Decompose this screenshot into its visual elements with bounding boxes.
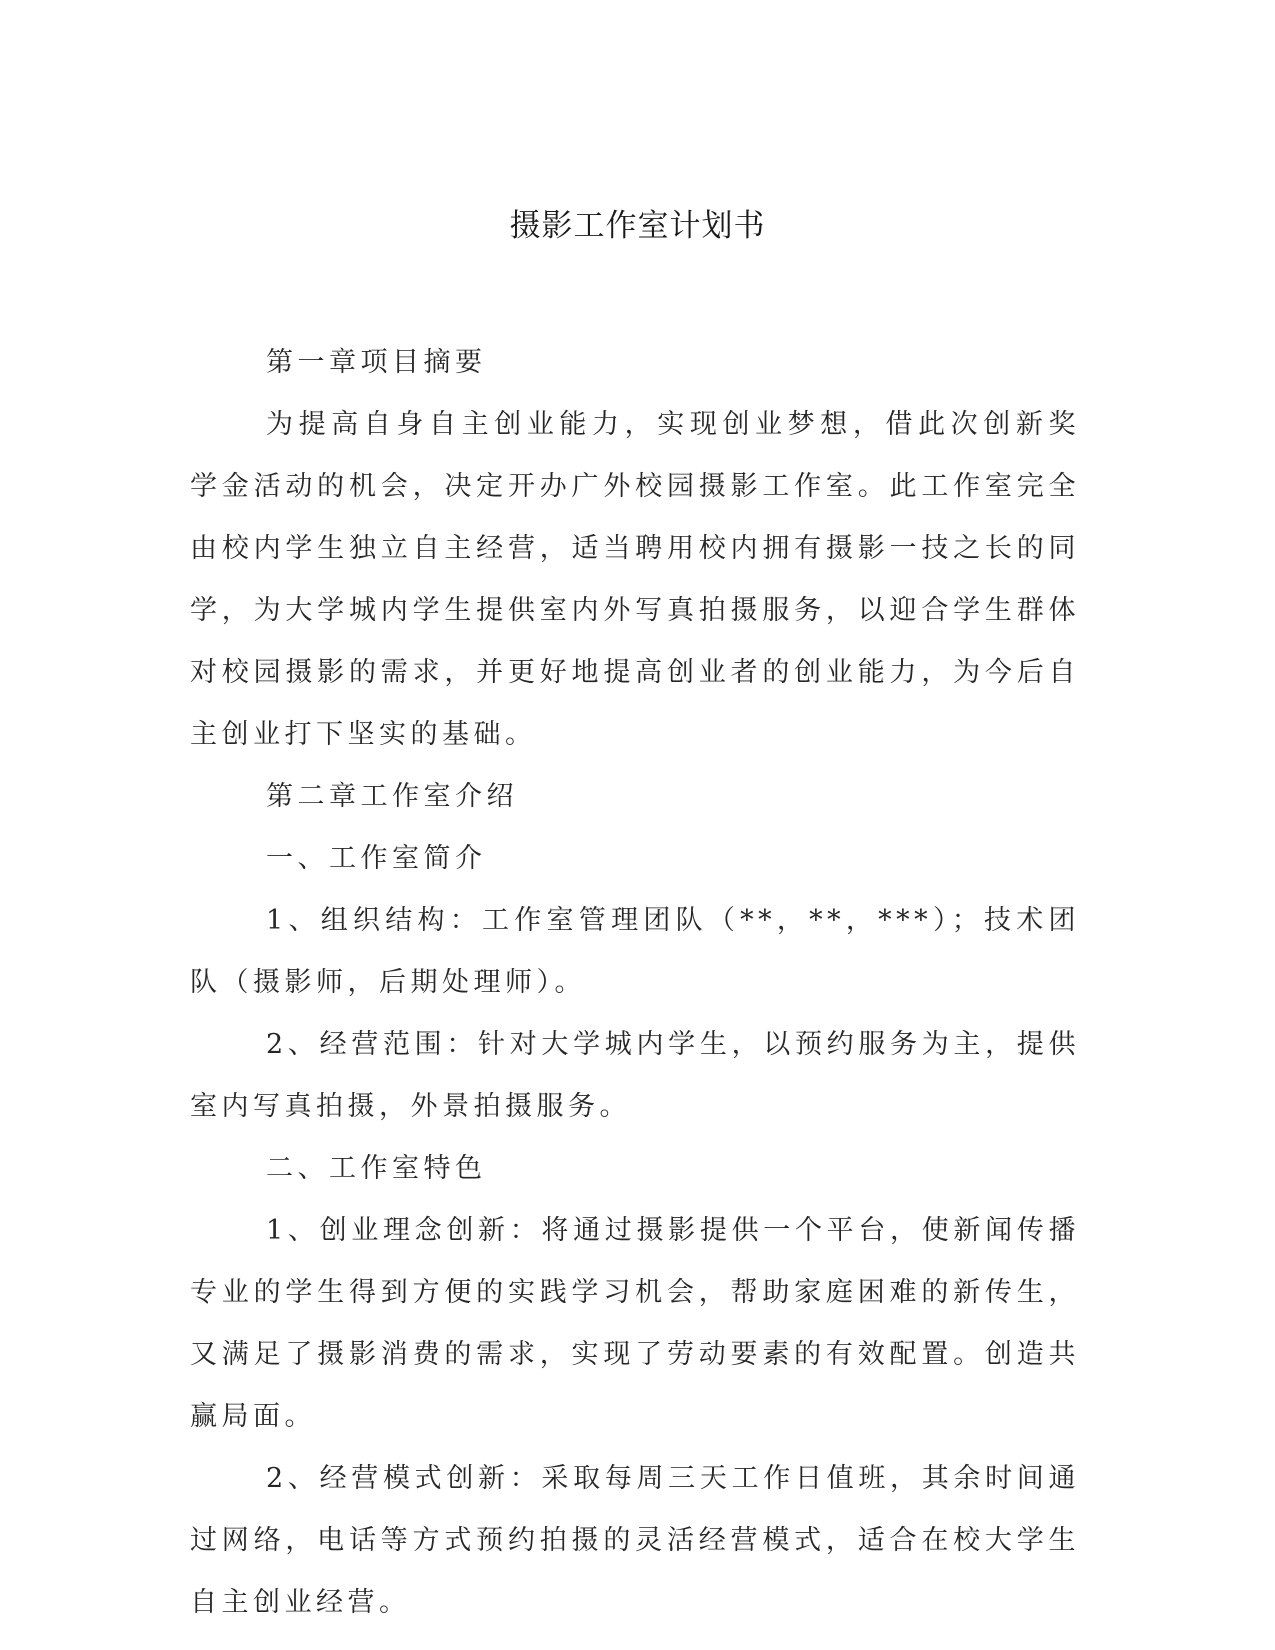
document-title: 摄影工作室计划书 [509, 208, 766, 244]
chapter-heading: 第一章项目摘要 [266, 347, 487, 378]
document-body [190, 332, 1080, 1634]
body-paragraph: 2、经营模式创新：采取每周三天工作日值班，其余时间通过网络，电话等方式预约拍摄的灵活经营模式，适合在校大学生自主创业经营。 [190, 1463, 1080, 1618]
section-heading: 一、工作室简介 [266, 843, 487, 874]
chapter-heading: 第二章工作室介绍 [266, 781, 518, 812]
section-heading: 二、工作室特色 [266, 1153, 487, 1184]
body-paragraph: 为提高自身自主创业能力，实现创业梦想，借此次创新奖学金活动的机会，决定开办广外校园摄影工作室。此工作室完全由校内学生独立自主经营，适当聘用校内拥有摄影一技之长的同学，为大学城内学生提供室内外写真拍摄服务，以迎合学生群体对校园摄影的需求，并更好地提高创业者的创业能力，为今后自主创业打下坚实的基础。 [190, 409, 1080, 750]
body-paragraph: 1、组织结构：工作室管理团队（**，**，***）；技术团队（摄影师，后期处理师）。 [190, 905, 1080, 998]
body-paragraph: 2、经营范围：针对大学城内学生，以预约服务为主，提供室内写真拍摄，外景拍摄服务。 [190, 1029, 1080, 1122]
body-paragraph: 1、创业理念创新：将通过摄影提供一个平台，使新闻传播专业的学生得到方便的实践学习机会，帮助家庭困难的新传生，又满足了摄影消费的需求，实现了劳动要素的有效配置。创造共赢局面。 [190, 1215, 1080, 1432]
